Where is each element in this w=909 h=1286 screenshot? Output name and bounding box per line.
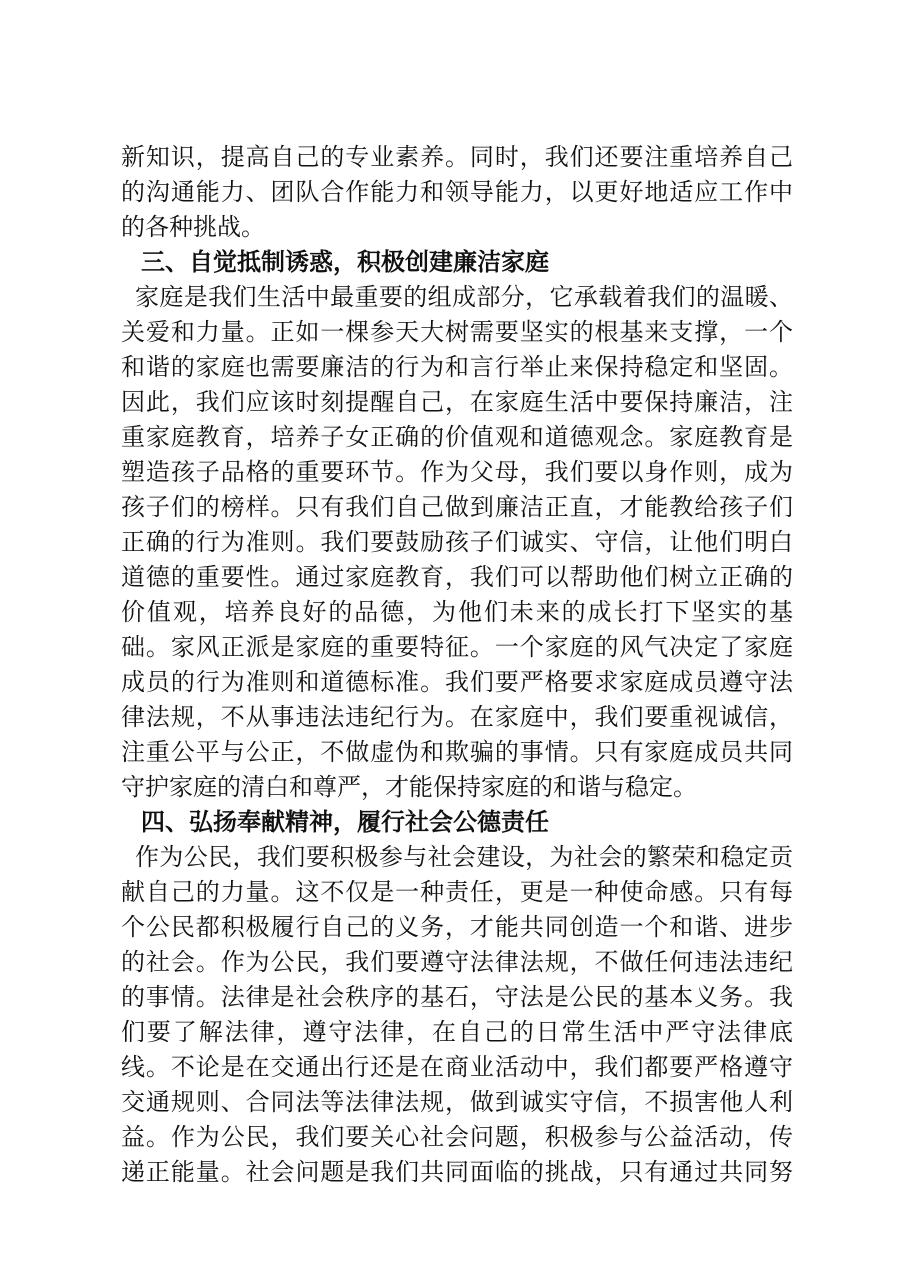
text-line: 成员的行为准则和道德标准。我们要严格要求家庭成员遵守法 [121,668,793,696]
text-line: 益。作为公民，我们要关心社会问题，积极参与公益活动，传 [121,1123,793,1151]
text-line: 的各种挑战。 [121,213,265,241]
text-line: 础。家风正派是家庭的重要特征。一个家庭的风气决定了家庭 [121,633,793,661]
text-line: 个公民都积极履行自己的义务，才能共同创造一个和谐、进步 [121,913,793,941]
text-line: 价值观，培养良好的品德，为他们未来的成长打下坚实的基 [121,598,793,626]
text-line: 和谐的家庭也需要廉洁的行为和言行举止来保持稳定和坚固。 [121,353,793,381]
text-line: 作为公民，我们要积极参与社会建设，为社会的繁荣和稳定贡 [135,843,793,871]
text-line: 守护家庭的清白和尊严，才能保持家庭的和谐与稳定。 [121,773,697,801]
text-line: 孩子们的榜样。只有我们自己做到廉洁正直，才能教给孩子们 [121,493,793,521]
section-3-heading: 三、自觉抵制诱惑，积极创建廉洁家庭 [141,248,549,276]
text-line: 的社会。作为公民，我们要遵守法律法规，不做任何违法违纪 [121,948,793,976]
text-line: 献自己的力量。这不仅是一种责任，更是一种使命感。只有每 [121,878,793,906]
text-line: 重家庭教育，培养子女正确的价值观和道德观念。家庭教育是 [121,423,793,451]
text-line: 们要了解法律，遵守法律，在自己的日常生活中严守法律底 [121,1018,793,1046]
intro-paragraph [121,140,793,245]
text-line: 递正能量。社会问题是我们共同面临的挑战，只有通过共同努 [121,1158,793,1186]
text-line: 新知识，提高自己的专业素养。同时，我们还要注重培养自己 [121,143,793,171]
document-page [121,140,793,1190]
text-line: 关爱和力量。正如一棵参天大树需要坚实的根基来支撑，一个 [121,318,793,346]
text-line: 家庭是我们生活中最重要的组成部分，它承载着我们的温暖、 [135,283,793,311]
text-line: 的沟通能力、团队合作能力和领导能力，以更好地适应工作中 [121,178,793,206]
text-line: 线。不论是在交通出行还是在商业活动中，我们都要严格遵守 [121,1053,793,1081]
text-line: 注重公平与公正，不做虚伪和欺骗的事情。只有家庭成员共同 [121,738,793,766]
text-line: 正确的行为准则。我们要鼓励孩子们诚实、守信，让他们明白 [121,528,793,556]
text-line: 塑造孩子品格的重要环节。作为父母，我们要以身作则，成为 [121,458,793,486]
section-4 [121,805,793,1190]
text-line: 交通规则、合同法等法律法规，做到诚实守信，不损害他人利 [121,1088,793,1116]
text-line: 因此，我们应该时刻提醒自己，在家庭生活中要保持廉洁，注 [121,388,793,416]
section-4-heading: 四、弘扬奉献精神，履行社会公德责任 [141,808,549,836]
text-line: 的事情。法律是社会秩序的基石，守法是公民的基本义务。我 [121,983,793,1011]
text-line: 律法规，不从事违法违纪行为。在家庭中，我们要重视诚信， [121,703,793,731]
section-4-paragraph [121,840,793,1190]
text-line: 道德的重要性。通过家庭教育，我们可以帮助他们树立正确的 [121,563,793,591]
section-3 [121,245,793,805]
section-3-paragraph [121,280,793,805]
